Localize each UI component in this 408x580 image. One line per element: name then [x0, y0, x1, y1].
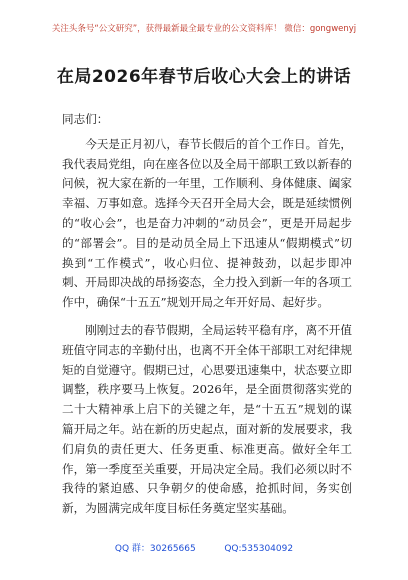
document-body: [62, 110, 352, 527]
paragraph-1: 今天是正月初八，春节长假后的首个工作日。首先，我代表局党组，向在座各位以及全局干部职工致以新春的问候，祝大家在新的一年里，工作顺利、身体健康、阖家幸福、万事如意。选择今天召开全局大会，既是延续惯例的“收心会”，也是奋力冲刺的“动员会”，更是开局起步的“部署会”。目的是动员全局上下迅速从“假期模式”切换到“工作模式”，收心归位、提神鼓劲，以起步即冲刺、开局即决战的昂扬姿态，全力投入到新一年的各项工作中，确保“十五五”规划开局之年开好局、起好步。: [62, 136, 352, 310]
footer-qq-group: QQ 群：30265665: [114, 544, 196, 554]
document-title: 在局2026年春节后收心大会上的讲话: [56, 67, 352, 87]
footer-contact: [0, 541, 408, 554]
footer-qq: QQ:535304092: [224, 544, 294, 554]
salutation: 同志们：: [62, 112, 109, 126]
top-banner: 关注头条号“公文研究”，获得最新最全最专业的公文资料库！ 微信：gongwenyj: [51, 24, 357, 34]
paragraph-2: 刚刚过去的春节假期，全局运转平稳有序，离不开值班值守同志的辛勤付出，也离不开全体干部职工对纪律规矩的自觉遵守。假期已过，心思要迅速集中，状态要立即调整，秩序要马上恢复。2026年，是全面贯彻落实党的二十大精神承上启下的关键之年，是“十五五”规划的谋篇开局之年。站在新的历史起点，面对新的发展要求，我们肩负的责任更大、任务更重、标准更高。做好全年工作，第一季度至关重要，开局决定全局。我们必须以时不我待的紧迫感、只争朝夕的使命感，抢抓时间，务实创新，为圆满完成年度目标任务奠定坚实基础。: [62, 322, 352, 516]
